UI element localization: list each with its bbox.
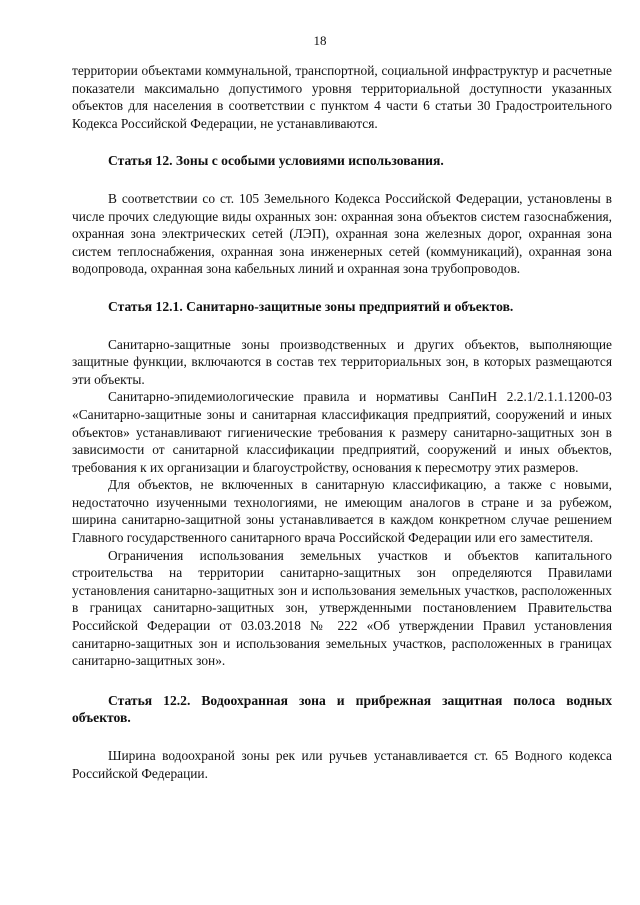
page-number: 18	[313, 33, 327, 48]
document-body	[72, 62, 612, 782]
paragraph-unclassified-objects: Для объектов, не включенных в санитарную классификацию, а также с новыми, недостаточно изученными технологиями, не имеющим аналогов в стране и за рубежом, ширина санитарно-защитной зоны устанавливается в каждом конкретном случае решением Главного государственного санитарного врача Российской Федерации или его заместителя.	[72, 477, 612, 546]
heading-article-12-1: Статья 12.1. Санитарно-защитные зоны предприятий и объектов.	[108, 298, 514, 314]
paragraph-sanpin: Санитарно-эпидемиологические правила и нормативы СанПиН 2.2.1/2.1.1.1200-03 «Санитарно-защитные зоны и санитарная классификация предприятий, сооружений и иных объектов» устанавливают гигиенические требования к размеру санитарно-защитных зон в зависимости от санитарной классификации предприятий, сооружений и иных объектов, требования к их организации и благоустройству, основания к пересмотру этих размеров.	[72, 389, 612, 475]
heading-article-12: Статья 12. Зоны с особыми условиями использования.	[108, 153, 444, 169]
paragraph-land-use-restrictions: Ограничения использования земельных участков и объектов капитального строительства на территории санитарно-защитных зон определяются Правилами установления санитарно-защитных зон и использования земельных участков, расположенных в границах санитарно-защитных зон, утвержденными постановлением Правительства Российской Федерации от 03.03.2018 № 222 «Об утверждении Правил установления санитарно-защитных зон и использования земельных участков, расположенных в границах санитарно-защитных зон».	[72, 547, 612, 669]
paragraph-water-protection-zone: Ширина водоохраной зоны рек или ручьев устанавливается ст. 65 Водного кодекса Российской Федерации.	[72, 748, 612, 781]
paragraph-sanitary-zones: Санитарно-защитные зоны производственных и других объектов, выполняющие защитные функции, включаются в состав тех территориальных зон, в которых размещаются эти объекты.	[72, 336, 612, 387]
heading-article-12-2: Статья 12.2. Водоохранная зона и прибрежная защитная полоса водных объектов.	[72, 692, 612, 726]
paragraph-protection-zones: В соответствии со ст. 105 Земельного Кодекса Российской Федерации, установлены в числе прочих следующие виды охранных зон: охранная зона объектов систем газоснабжения, охранная зона электрических сетей (ЛЭП), охранная зона железных дорог, охранная зона систем теплоснабжения, охранная зона инженерных сетей (коммуникаций), охранная зона водопровода, охранная зона кабельных линий и охранная зона трубопроводов.	[72, 190, 612, 277]
paragraph-continuation: территории объектами коммунальной, транспортной, социальной инфраструктур и расчетные показатели максимально допустимого уровня территориальной доступности указанных объектов для населения в соответствии с пунктом 4 части 6 статьи 30 Градостроительного Кодекса Российской Федерации, не устанавливаются.	[72, 63, 612, 131]
